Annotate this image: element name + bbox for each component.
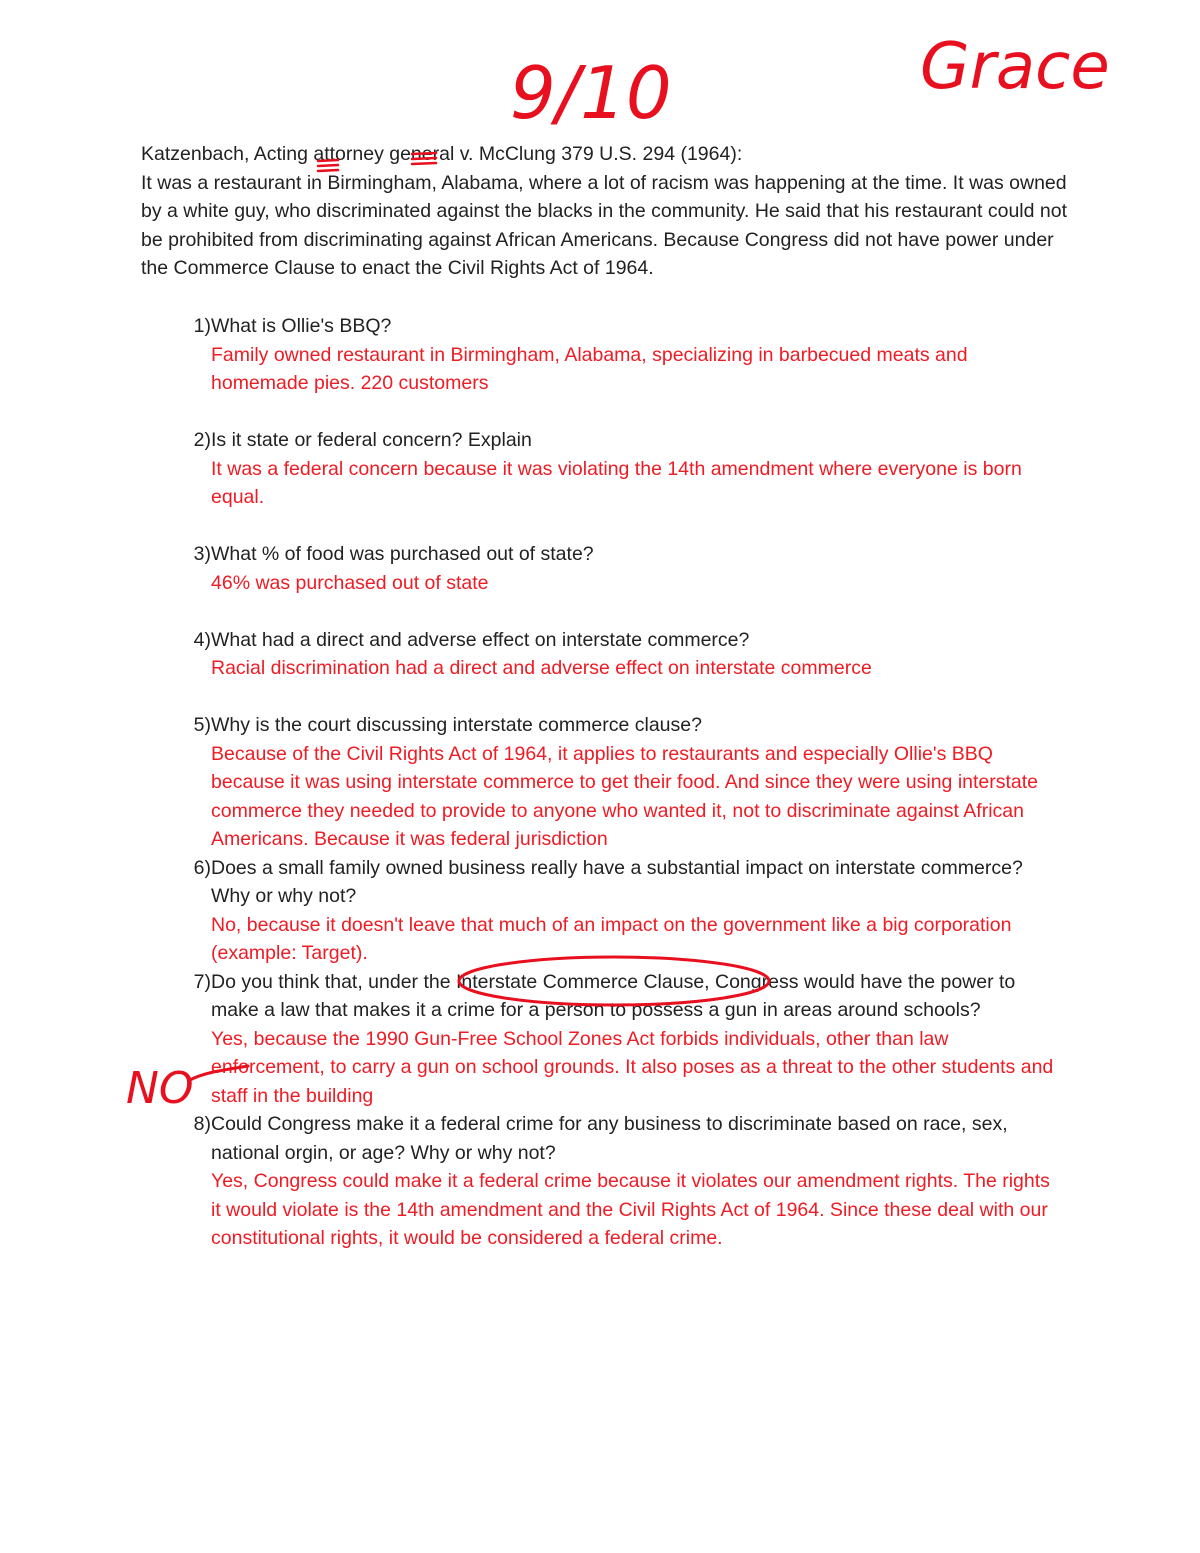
question-list bbox=[141, 312, 1061, 1253]
question-item bbox=[141, 711, 1061, 854]
answer-text: Yes, Congress could make it a federal crime because it violates our amendment rights. The rights it would violate is the 14th amendment and the Civil Rights Act of 1964. Since these deal with our constitutional rights, it would be considered a federal crime. bbox=[211, 1170, 1050, 1249]
question-body bbox=[211, 540, 1061, 597]
name-text: Grace bbox=[920, 30, 1110, 104]
case-summary: It was a restaurant in Birmingham, Alabama, where a lot of racism was happening at the time. It was owned by a white guy, who discriminated against the blacks in the community. He said that his restaurant could not be prohibited from discriminating against African Americans. Because Congress did not have power under the Commerce Clause to enact the Civil Rights Act of 1964. bbox=[141, 171, 1068, 279]
answer-text: It was a federal concern because it was violating the 14th amendment where everyone is born equal. bbox=[211, 457, 1022, 508]
question-text: Do you think that, under the Interstate Commerce Clause, Congress would have the power to make a law that makes it a crime for a person to possess a gun in areas around schools? bbox=[211, 970, 1016, 1021]
question-number: 5) bbox=[193, 714, 211, 736]
case-header bbox=[141, 140, 1071, 283]
handwritten-name bbox=[920, 30, 1110, 104]
question-number: 4) bbox=[193, 628, 211, 651]
score-text: 9/10 bbox=[510, 51, 672, 135]
question-body bbox=[211, 1110, 1061, 1253]
question-text: Could Congress make it a federal crime for any business to discriminate based on race, sex, national orgin, or age? Why or why not? bbox=[211, 1113, 1008, 1164]
handwritten-score bbox=[510, 51, 672, 135]
question-number: 3) bbox=[193, 543, 211, 565]
no-mark-text: NO bbox=[126, 1063, 194, 1114]
question-text: Does a small family owned business really have a substantial impact on interstate commerce? Why or why not? bbox=[211, 856, 1023, 907]
question-item bbox=[141, 426, 1061, 512]
answer-text: Because of the Civil Rights Act of 1964, it applies to restaurants and especially Ollie's BBQ because it was using interstate commerce to get their food. And since they were using interstate commerce they needed to provide to anyone who wanted it, not to discriminate against African Americans. Because it was federal jurisdiction bbox=[211, 742, 1039, 850]
question-body bbox=[211, 711, 1061, 854]
question-body bbox=[211, 968, 1061, 1111]
answer-text: No, because it doesn't leave that much of an impact on the government like a big corporation (example: Target). bbox=[211, 913, 1012, 964]
question-item bbox=[141, 626, 1061, 683]
question-body bbox=[211, 854, 1061, 968]
question-text: What had a direct and adverse effect on interstate commerce? bbox=[211, 628, 750, 651]
question-number: 8) bbox=[193, 1113, 211, 1135]
question-body bbox=[211, 626, 1061, 683]
question-body bbox=[211, 426, 1061, 512]
answer-text: Racial discrimination had a direct and adverse effect on interstate commerce bbox=[211, 657, 872, 679]
case-title: Katzenbach, Acting attorney general v. McClung 379 U.S. 294 (1964): bbox=[141, 143, 743, 165]
question-text: What is Ollie's BBQ? bbox=[211, 315, 392, 337]
answer-text: Yes, because the 1990 Gun-Free School Zones Act forbids individuals, other than law enforcement, to carry a gun on school grounds. It also poses as a threat to the other students and staff in the building bbox=[211, 1027, 1054, 1107]
question-number: 1) bbox=[193, 315, 211, 337]
question-number: 6) bbox=[193, 856, 211, 879]
answer-text: Family owned restaurant in Birmingham, Alabama, specializing in barbecued meats and homemade pies. 220 customers bbox=[211, 343, 968, 394]
question-item bbox=[141, 854, 1061, 968]
question-item bbox=[141, 540, 1061, 597]
question-item bbox=[141, 312, 1061, 398]
answer-text: 46% was purchased out of state bbox=[211, 571, 489, 594]
question-text: Is it state or federal concern? Explain bbox=[211, 429, 532, 451]
question-number: 7) bbox=[193, 970, 211, 993]
question-text: Why is the court discussing interstate commerce clause? bbox=[211, 714, 702, 736]
question-item bbox=[141, 968, 1061, 1111]
question-number: 2) bbox=[193, 429, 211, 451]
question-item bbox=[141, 1110, 1061, 1253]
question-text: What % of food was purchased out of state? bbox=[211, 543, 594, 565]
question-body bbox=[211, 312, 1061, 398]
